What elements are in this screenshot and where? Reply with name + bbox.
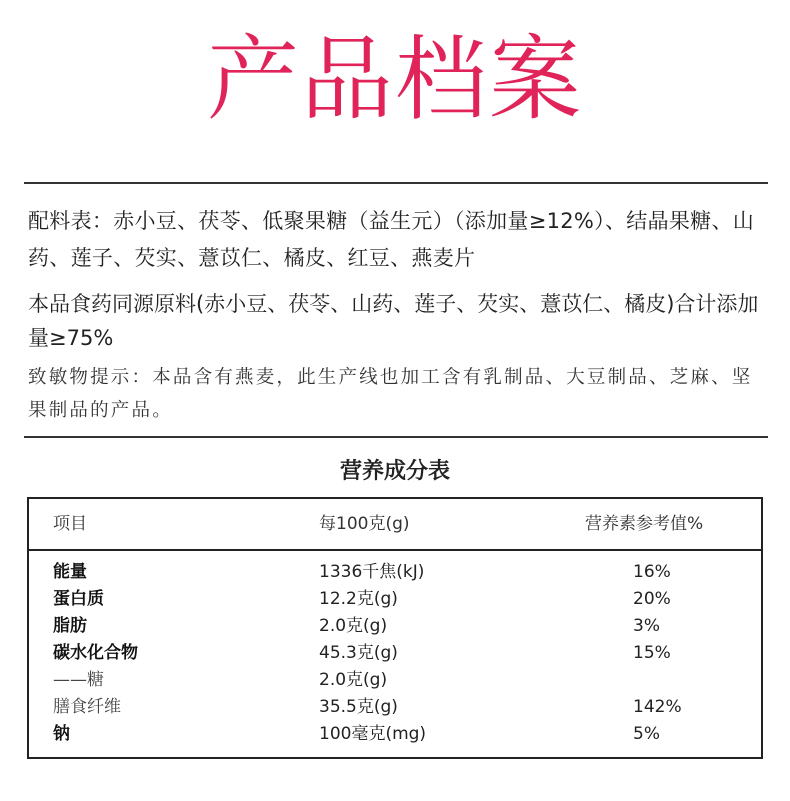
ingredients-text: 配料表：赤小豆、茯苓、低聚果糖（益生元）（添加量≥12%）、结晶果糖、山药、莲子、芡实、薏苡仁、橘皮、红豆、燕麦片 [28,209,755,270]
header-divider [29,549,761,551]
table-row [29,721,761,748]
row-item: 膳食纤维 [53,697,121,717]
row-per100: 35.5克(g) [319,697,398,717]
table-row [29,586,761,613]
allergen-text: 致敏物提示：本品含有燕麦，此生产线也加工含有乳制品、大豆制品、芝麻、坚果制品的产品。 [28,367,753,421]
row-per100: 45.3克(g) [319,643,398,663]
header-per100: 每100克(g) [319,514,410,534]
row-per100: 12.2克(g) [319,589,398,609]
nutrition-table [27,497,763,759]
row-nrv: 142% [633,697,682,717]
middle-divider [24,436,768,438]
row-item: 能量 [53,562,87,582]
homology-text: 本品食药同源原料(赤小豆、茯苓、山药、莲子、芡实、薏苡仁、橘皮)合计添加量≥75% [28,292,759,350]
row-nrv: 15% [633,643,671,663]
table-row [29,640,761,667]
nutrition-table-header [29,499,761,551]
row-per100: 100毫克(mg) [319,724,427,744]
row-per100: 2.0克(g) [319,670,388,690]
table-row [29,667,761,694]
row-nrv: 16% [633,562,671,582]
row-nrv: 3% [633,616,660,636]
row-per100: 1336千焦(kJ) [319,562,425,582]
row-per100: 2.0克(g) [319,616,388,636]
row-nrv: 5% [633,724,660,744]
row-nrv: 20% [633,589,671,609]
row-item: 脂肪 [53,616,87,636]
header-nrv: 营养素参考值% [585,514,704,534]
nutrition-table-title: 营养成分表 [339,459,450,484]
table-row [29,559,761,586]
table-row [29,694,761,721]
page-title: 产品档案 [206,26,583,133]
row-item: 蛋白质 [53,589,104,609]
table-row [29,613,761,640]
top-divider [24,182,768,184]
row-item: ——糖 [53,670,104,690]
row-item: 碳水化合物 [53,643,138,663]
header-item: 项目 [53,514,87,534]
row-item: 钠 [53,724,70,744]
